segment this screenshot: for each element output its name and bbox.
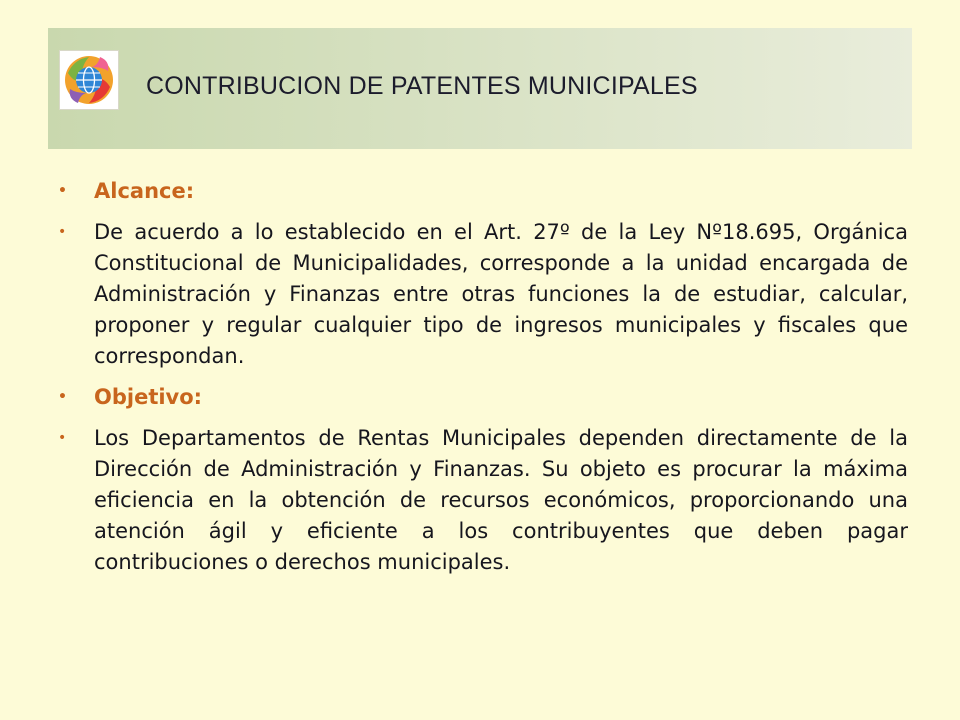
heading-text: Alcance:: [94, 179, 195, 203]
bullet-list: [58, 176, 908, 588]
bullet-icon: •: [58, 430, 67, 446]
bullet-icon: •: [58, 224, 67, 240]
slide-title: CONTRIBUCION DE PATENTES MUNICIPALES: [146, 72, 698, 100]
heading-text: Objetivo:: [94, 385, 203, 409]
paragraph-alcance: [58, 217, 908, 372]
header-band: [48, 28, 912, 149]
bullet-icon: •: [58, 183, 67, 199]
bullet-icon: •: [58, 389, 67, 405]
globe-hands-logo-icon: [59, 50, 119, 110]
paragraph-objetivo: [58, 423, 908, 578]
paragraph-text: Los Departamentos de Rentas Municipales dependen directamente de la Dirección de Administración y Finanzas. Su objeto es procurar la máxima eficiencia en la obtención de recursos económicos, proporcionando una atención ágil y eficiente a los contribuyentes que deben pagar contribuciones o derechos municipales.: [94, 426, 908, 574]
section-heading-objetivo: [58, 382, 908, 413]
section-heading-alcance: [58, 176, 908, 207]
paragraph-text: De acuerdo a lo establecido en el Art. 27º de la Ley Nº18.695, Orgánica Constitucional de Municipalidades, corresponde a la unidad encargada de Administración y Finanzas entre otras funciones la de estudiar, calcular, proponer y regular cualquier tipo de ingresos municipales y fiscales que correspondan.: [94, 220, 908, 368]
